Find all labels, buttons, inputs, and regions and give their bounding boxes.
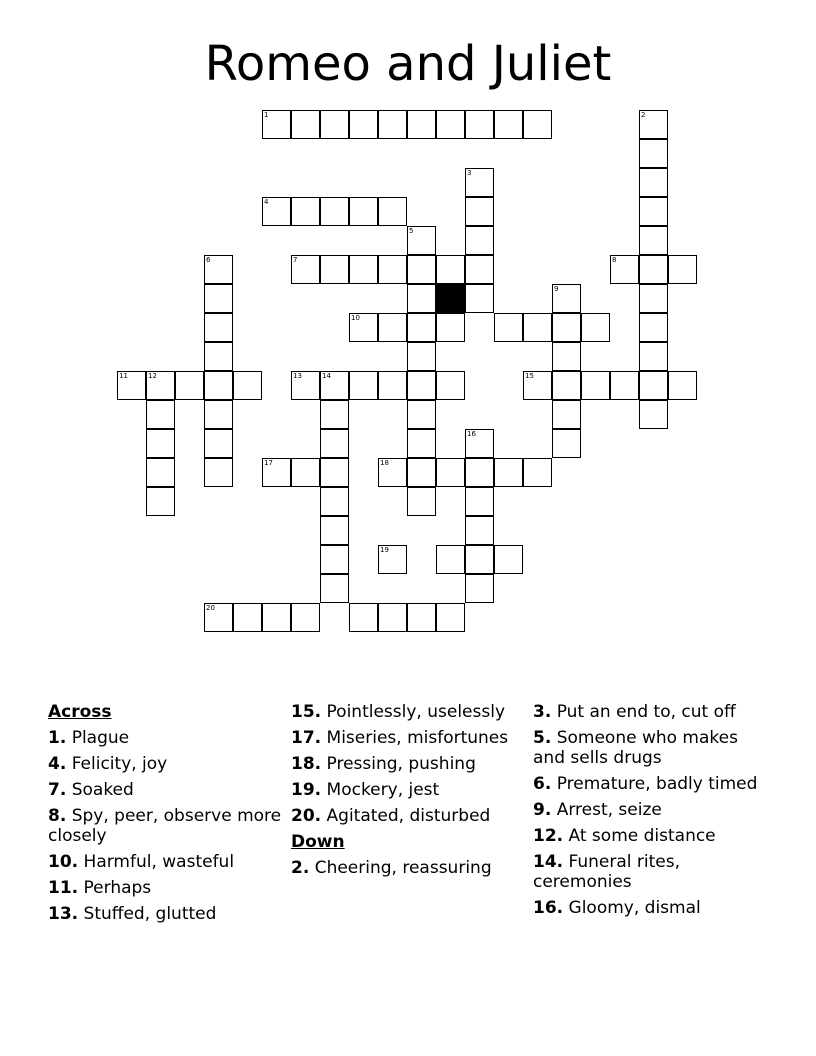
clue-text: Stuffed, glutted <box>83 904 217 924</box>
grid-cell[interactable] <box>523 458 552 487</box>
clue-number: 11 <box>119 372 128 380</box>
grid-cell[interactable] <box>436 255 465 284</box>
clue-number: 17 <box>264 459 273 467</box>
clue-text: Funeral rites, ceremonies <box>533 852 681 892</box>
grid-cell[interactable] <box>436 545 465 574</box>
grid-cell[interactable] <box>465 545 494 574</box>
clue-text: Spy, peer, observe more closely <box>48 806 282 846</box>
grid-cell[interactable] <box>378 603 407 632</box>
grid-cell[interactable] <box>233 371 262 400</box>
clue-item <box>291 858 521 878</box>
clue-item <box>48 728 288 748</box>
grid-cell[interactable] <box>320 110 349 139</box>
clue-num: 6. <box>533 774 552 794</box>
grid-cell[interactable] <box>639 284 668 313</box>
clue-num: 14. <box>533 852 564 872</box>
grid-cell[interactable] <box>436 313 465 342</box>
grid-cell[interactable] <box>291 255 320 284</box>
grid-cell[interactable] <box>204 342 233 371</box>
puzzle-title: Romeo and Juliet <box>204 36 612 92</box>
clue-num: 12. <box>533 826 564 846</box>
clue-text: Put an end to, cut off <box>556 702 736 722</box>
grid-cell[interactable] <box>291 197 320 226</box>
clue-number: 6 <box>206 256 211 264</box>
clue-item <box>291 754 521 774</box>
grid-cell[interactable] <box>639 197 668 226</box>
grid-cell[interactable] <box>668 255 697 284</box>
clue-item <box>48 806 288 846</box>
grid-cell[interactable] <box>552 371 581 400</box>
grid-cell[interactable] <box>378 371 407 400</box>
grid-cell[interactable] <box>349 255 378 284</box>
clue-num: 20. <box>291 806 322 826</box>
grid-cell[interactable] <box>204 603 233 632</box>
grid-cell[interactable] <box>407 284 436 313</box>
grid-cell[interactable] <box>407 226 436 255</box>
grid-cell[interactable] <box>204 400 233 429</box>
grid-cell[interactable] <box>639 110 668 139</box>
grid-cell[interactable] <box>639 313 668 342</box>
clue-number: 14 <box>322 372 331 380</box>
clue-num: 15. <box>291 702 322 722</box>
grid-cell[interactable] <box>262 197 291 226</box>
grid-cell[interactable] <box>204 284 233 313</box>
clue-item <box>533 800 763 820</box>
across-heading: Across <box>48 702 112 722</box>
clue-number: 13 <box>293 372 302 380</box>
grid-cell[interactable] <box>349 371 378 400</box>
grid-cell[interactable] <box>639 255 668 284</box>
grid-cell[interactable] <box>639 168 668 197</box>
clue-number: 10 <box>351 314 360 322</box>
grid-cell[interactable] <box>436 110 465 139</box>
grid-cell[interactable] <box>407 342 436 371</box>
grid-cell[interactable] <box>465 197 494 226</box>
grid-cell[interactable] <box>639 342 668 371</box>
grid-cell[interactable] <box>523 371 552 400</box>
grid-cell[interactable] <box>262 603 291 632</box>
grid-cell[interactable] <box>320 429 349 458</box>
grid-cell[interactable] <box>320 400 349 429</box>
grid-cell[interactable] <box>552 400 581 429</box>
grid-cell[interactable] <box>639 400 668 429</box>
grid-cell[interactable] <box>349 197 378 226</box>
clue-number: 12 <box>148 372 157 380</box>
clue-num: 8. <box>48 806 67 826</box>
clue-text: Mockery, jest <box>326 780 440 800</box>
grid-cell[interactable] <box>523 313 552 342</box>
clue-number: 18 <box>380 459 389 467</box>
grid-cell[interactable] <box>407 400 436 429</box>
clue-num: 11. <box>48 878 79 898</box>
grid-cell[interactable] <box>494 458 523 487</box>
grid-cell[interactable] <box>378 458 407 487</box>
grid-cell[interactable] <box>552 284 581 313</box>
clue-item <box>533 826 763 846</box>
grid-cell[interactable] <box>639 371 668 400</box>
grid-cell[interactable] <box>320 516 349 545</box>
clue-number: 9 <box>554 285 559 293</box>
grid-cell[interactable] <box>175 371 204 400</box>
grid-cell[interactable] <box>436 371 465 400</box>
grid-cell[interactable] <box>668 371 697 400</box>
clue-number: 19 <box>380 546 389 554</box>
grid-cell[interactable] <box>552 342 581 371</box>
clue-text: Arrest, seize <box>556 800 662 820</box>
grid-cell[interactable] <box>378 545 407 574</box>
clue-number: 1 <box>264 111 269 119</box>
grid-cell[interactable] <box>291 371 320 400</box>
grid-cell[interactable] <box>436 603 465 632</box>
grid-cell[interactable] <box>262 458 291 487</box>
grid-cell[interactable] <box>204 429 233 458</box>
grid-cell[interactable] <box>349 110 378 139</box>
clue-text: Agitated, disturbed <box>326 806 491 826</box>
grid-cell[interactable] <box>465 487 494 516</box>
grid-cell[interactable] <box>407 429 436 458</box>
clue-item <box>533 774 763 794</box>
grid-cell[interactable] <box>465 516 494 545</box>
grid-cell[interactable] <box>146 400 175 429</box>
clue-text: Perhaps <box>83 878 152 898</box>
grid-cell[interactable] <box>204 313 233 342</box>
grid-cell[interactable] <box>494 313 523 342</box>
clue-text: Someone who makes and sells drugs <box>533 728 738 768</box>
clue-column-down <box>533 702 763 924</box>
clue-text: Soaked <box>71 780 134 800</box>
grid-cell[interactable] <box>465 284 494 313</box>
grid-cell[interactable] <box>320 487 349 516</box>
clue-text: Pointlessly, uselessly <box>326 702 505 722</box>
clue-item <box>48 754 288 774</box>
clue-num: 5. <box>533 728 552 748</box>
grid-cell[interactable] <box>581 313 610 342</box>
clue-number: 2 <box>641 111 646 119</box>
grid-cell[interactable] <box>407 603 436 632</box>
grid-cell[interactable] <box>465 255 494 284</box>
grid-cell[interactable] <box>349 603 378 632</box>
grid-cell[interactable] <box>610 255 639 284</box>
clue-num: 4. <box>48 754 67 774</box>
grid-cell[interactable] <box>146 429 175 458</box>
clue-text: Pressing, pushing <box>326 754 476 774</box>
clue-text: Miseries, misfortunes <box>326 728 509 748</box>
clue-number: 15 <box>525 372 534 380</box>
grid-cell[interactable] <box>494 110 523 139</box>
clue-item <box>291 702 521 722</box>
clue-number: 16 <box>467 430 476 438</box>
down-heading: Down <box>291 832 345 852</box>
grid-cell[interactable] <box>233 603 262 632</box>
grid-cell[interactable] <box>146 487 175 516</box>
grid-cell[interactable] <box>204 458 233 487</box>
clue-number: 20 <box>206 604 215 612</box>
clue-item <box>48 780 288 800</box>
grid-cell[interactable] <box>291 110 320 139</box>
grid-cell[interactable] <box>117 371 146 400</box>
grid-cell[interactable] <box>262 110 291 139</box>
grid-cell[interactable] <box>320 371 349 400</box>
grid-cell[interactable] <box>552 429 581 458</box>
clue-num: 17. <box>291 728 322 748</box>
clue-number: 8 <box>612 256 617 264</box>
grid-cell[interactable] <box>320 458 349 487</box>
grid-cell[interactable] <box>378 110 407 139</box>
grid-cell[interactable] <box>581 371 610 400</box>
clue-number: 7 <box>293 256 298 264</box>
clue-num: 13. <box>48 904 79 924</box>
clue-number: 5 <box>409 227 414 235</box>
grid-cell[interactable] <box>407 255 436 284</box>
grid-cell[interactable] <box>378 255 407 284</box>
clue-num: 9. <box>533 800 552 820</box>
clue-number: 3 <box>467 169 472 177</box>
grid-cell[interactable] <box>465 226 494 255</box>
clue-num: 3. <box>533 702 552 722</box>
grid-cell[interactable] <box>407 110 436 139</box>
grid-cell[interactable] <box>436 458 465 487</box>
grid-cell[interactable] <box>291 603 320 632</box>
clue-num: 19. <box>291 780 322 800</box>
grid-cell[interactable] <box>407 487 436 516</box>
grid-cell[interactable] <box>291 458 320 487</box>
grid-cell[interactable] <box>639 139 668 168</box>
grid-cell[interactable] <box>552 313 581 342</box>
clue-text: At some distance <box>568 826 716 846</box>
grid-cell[interactable] <box>204 255 233 284</box>
grid-cell[interactable] <box>465 110 494 139</box>
grid-cell[interactable] <box>320 545 349 574</box>
clue-num: 1. <box>48 728 67 748</box>
clue-num: 18. <box>291 754 322 774</box>
clue-item <box>48 852 288 872</box>
clue-text: Plague <box>71 728 130 748</box>
clue-number: 4 <box>264 198 269 206</box>
clue-num: 10. <box>48 852 79 872</box>
grid-cell[interactable] <box>407 371 436 400</box>
clue-item <box>533 898 763 918</box>
grid-cell[interactable] <box>320 255 349 284</box>
grid-cell[interactable] <box>523 110 552 139</box>
clue-column-middle <box>291 702 521 884</box>
grid-cell[interactable] <box>639 226 668 255</box>
grid-cell[interactable] <box>494 545 523 574</box>
clue-column-across <box>48 702 288 930</box>
grid-cell[interactable] <box>465 168 494 197</box>
clue-item <box>533 702 763 722</box>
clue-num: 7. <box>48 780 67 800</box>
grid-cell[interactable] <box>378 313 407 342</box>
clue-text: Premature, badly timed <box>556 774 758 794</box>
grid-cell[interactable] <box>378 197 407 226</box>
clue-text: Cheering, reassuring <box>314 858 492 878</box>
grid-cell[interactable] <box>146 371 175 400</box>
clue-num: 16. <box>533 898 564 918</box>
grid-cell[interactable] <box>465 458 494 487</box>
clue-text: Felicity, joy <box>71 754 168 774</box>
clue-item <box>48 904 288 924</box>
grid-cell[interactable] <box>320 574 349 603</box>
grid-cell[interactable] <box>349 313 378 342</box>
clue-item <box>48 878 288 898</box>
clue-text: Gloomy, dismal <box>568 898 701 918</box>
clue-item <box>533 852 763 892</box>
clue-num: 2. <box>291 858 310 878</box>
grid-cell[interactable] <box>146 458 175 487</box>
grid-cell[interactable] <box>465 429 494 458</box>
clue-item <box>291 780 521 800</box>
clue-item <box>291 806 521 826</box>
clue-item <box>291 728 521 748</box>
grid-cell[interactable] <box>407 458 436 487</box>
grid-cell[interactable] <box>204 371 233 400</box>
grid-cell[interactable] <box>407 313 436 342</box>
clue-text: Harmful, wasteful <box>83 852 235 872</box>
grid-cell[interactable] <box>610 371 639 400</box>
grid-cell[interactable] <box>320 197 349 226</box>
clue-item <box>533 728 763 768</box>
grid-cell[interactable] <box>465 574 494 603</box>
grid-block <box>436 284 465 313</box>
